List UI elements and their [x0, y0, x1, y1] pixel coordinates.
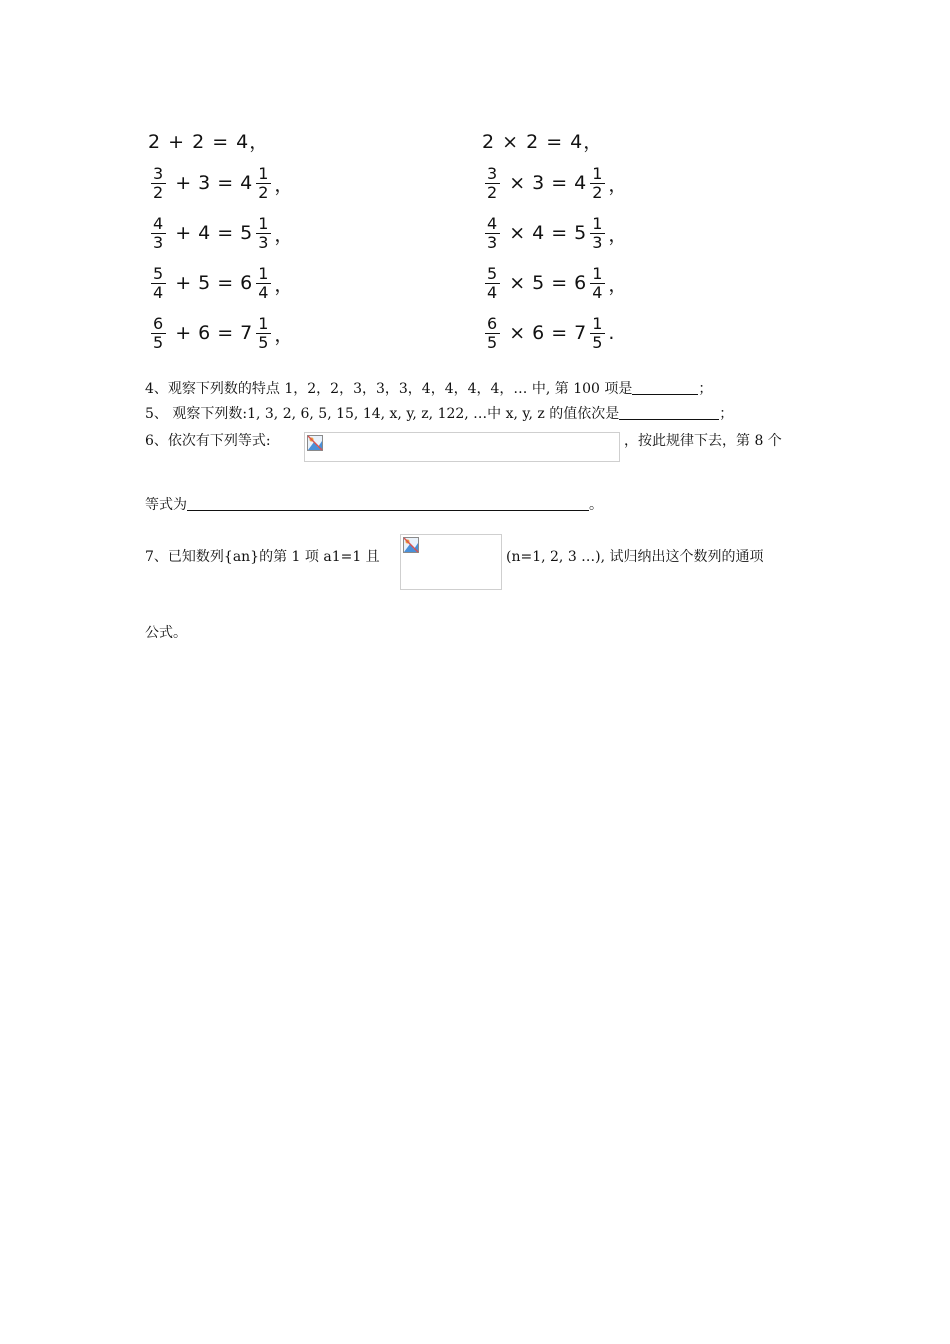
- denominator: 2: [487, 182, 499, 202]
- question-6-line2: [145, 494, 603, 514]
- punctuation: ；: [719, 406, 734, 422]
- equation-text: 2 × 2 = 4，: [482, 130, 604, 153]
- question-4-text: 4、观察下列数的特点 1，2，2，3，3，3，4，4，4，4，… 中, 第 100 项是: [145, 381, 633, 397]
- fraction: [256, 265, 271, 302]
- operator: ×: [509, 272, 527, 294]
- punctuation: 。: [589, 497, 603, 513]
- denominator: 2: [258, 182, 270, 202]
- question-6-text-after: ，按此规律下去，第 8 个: [624, 433, 782, 449]
- whole-part: 5: [574, 222, 588, 244]
- punctuation: ，: [274, 223, 295, 246]
- operand: 3: [198, 172, 212, 194]
- answer-blank[interactable]: [632, 380, 698, 395]
- fraction: [485, 265, 500, 302]
- operand: 4: [532, 222, 546, 244]
- numerator: 5: [487, 263, 499, 283]
- denominator: 5: [592, 332, 604, 352]
- equals-sign: =: [217, 322, 235, 344]
- numerator: 4: [487, 213, 499, 233]
- question-5-text: 5、 观察下列数:1, 3, 2, 6, 5, 15, 14, x, y, z, 122, …中 x, y, z 的值依次是: [145, 406, 620, 422]
- operator: ×: [509, 322, 527, 344]
- equation-row: [482, 258, 782, 308]
- operand: 3: [532, 172, 546, 194]
- equals-sign: =: [551, 272, 569, 294]
- numerator: 3: [153, 163, 165, 183]
- operand: 5: [532, 272, 546, 294]
- fraction: [590, 315, 605, 352]
- numerator: 1: [258, 263, 270, 283]
- numerator: 6: [153, 313, 165, 333]
- question-7-text-line2: 公式。: [145, 625, 187, 641]
- equals-sign: =: [551, 222, 569, 244]
- fraction: [256, 165, 271, 202]
- denominator: 4: [153, 282, 165, 302]
- numerator: 1: [258, 213, 270, 233]
- operator: +: [175, 172, 193, 194]
- punctuation: ，: [608, 273, 629, 296]
- whole-part: 6: [240, 272, 254, 294]
- whole-part: 7: [574, 322, 588, 344]
- whole-part: 4: [240, 172, 254, 194]
- denominator: 3: [487, 232, 499, 252]
- equation-row: [148, 128, 448, 152]
- question-6-text-line2: 等式为: [145, 497, 187, 513]
- punctuation: ，: [274, 323, 295, 346]
- numerator: 4: [153, 213, 165, 233]
- numerator: 5: [153, 263, 165, 283]
- punctuation: ，: [274, 173, 295, 196]
- denominator: 2: [153, 182, 165, 202]
- fraction: [151, 265, 166, 302]
- equation-row: [148, 258, 448, 308]
- equation-row: [482, 128, 782, 152]
- denominator: 3: [153, 232, 165, 252]
- fraction: [256, 315, 271, 352]
- equation-row: [148, 158, 448, 208]
- punctuation: ，: [608, 173, 629, 196]
- operand: 6: [198, 322, 212, 344]
- broken-image-icon: [307, 435, 323, 451]
- numerator: 1: [592, 313, 604, 333]
- whole-part: 5: [240, 222, 254, 244]
- punctuation: .: [608, 322, 616, 344]
- punctuation: ；: [698, 381, 713, 397]
- fraction: [590, 215, 605, 252]
- denominator: 5: [487, 332, 499, 352]
- equations-left: [148, 128, 448, 358]
- question-7-continue: [506, 546, 764, 566]
- fraction: [485, 215, 500, 252]
- question-6-line1: [145, 430, 271, 450]
- operator: ×: [509, 222, 527, 244]
- operand: 6: [532, 322, 546, 344]
- question-6-continue: [624, 430, 782, 450]
- denominator: 4: [258, 282, 270, 302]
- equals-sign: =: [217, 272, 235, 294]
- denominator: 4: [487, 282, 499, 302]
- punctuation: ，: [274, 273, 295, 296]
- punctuation: ，: [608, 223, 629, 246]
- question-6-text: 6、依次有下列等式:: [145, 433, 271, 449]
- equation-image-placeholder: [304, 432, 620, 462]
- whole-part: 6: [574, 272, 588, 294]
- operand: 5: [198, 272, 212, 294]
- question-7-line1: [145, 546, 380, 566]
- fraction: [151, 165, 166, 202]
- formula-image-placeholder: [400, 534, 502, 590]
- fraction: [485, 165, 500, 202]
- equals-sign: =: [217, 172, 235, 194]
- numerator: 1: [592, 163, 604, 183]
- denominator: 5: [258, 332, 270, 352]
- denominator: 3: [592, 232, 604, 252]
- fraction: [590, 165, 605, 202]
- operator: +: [175, 272, 193, 294]
- broken-image-icon: [403, 537, 419, 553]
- fraction: [256, 215, 271, 252]
- question-5: [145, 403, 733, 423]
- answer-blank[interactable]: [619, 405, 719, 420]
- equals-sign: =: [551, 172, 569, 194]
- whole-part: 4: [574, 172, 588, 194]
- operand: 4: [198, 222, 212, 244]
- equals-sign: =: [551, 322, 569, 344]
- equation-row: [482, 308, 782, 358]
- equation-row: [482, 158, 782, 208]
- numerator: 3: [487, 163, 499, 183]
- equations-right: [482, 128, 782, 358]
- question-7-text-after: (n=1, 2, 3 …), 试归纳出这个数列的通项: [506, 549, 764, 565]
- equals-sign: =: [217, 222, 235, 244]
- fraction: [151, 215, 166, 252]
- numerator: 6: [487, 313, 499, 333]
- denominator: 4: [592, 282, 604, 302]
- numerator: 1: [592, 213, 604, 233]
- whole-part: 7: [240, 322, 254, 344]
- fraction: [485, 315, 500, 352]
- equation-row: [148, 308, 448, 358]
- equation-text: 2 + 2 = 4，: [148, 130, 270, 153]
- numerator: 1: [258, 313, 270, 333]
- equation-row: [482, 208, 782, 258]
- question-4: [145, 378, 712, 398]
- denominator: 5: [153, 332, 165, 352]
- numerator: 1: [592, 263, 604, 283]
- operator: +: [175, 222, 193, 244]
- question-7-line2: [145, 622, 187, 642]
- equation-row: [148, 208, 448, 258]
- fraction: [590, 265, 605, 302]
- fraction: [151, 315, 166, 352]
- answer-blank[interactable]: [187, 496, 589, 511]
- denominator: 2: [592, 182, 604, 202]
- denominator: 3: [258, 232, 270, 252]
- question-7-text: 7、已知数列{an}的第 1 项 a1=1 且: [145, 549, 380, 565]
- operator: ×: [509, 172, 527, 194]
- operator: +: [175, 322, 193, 344]
- numerator: 1: [258, 163, 270, 183]
